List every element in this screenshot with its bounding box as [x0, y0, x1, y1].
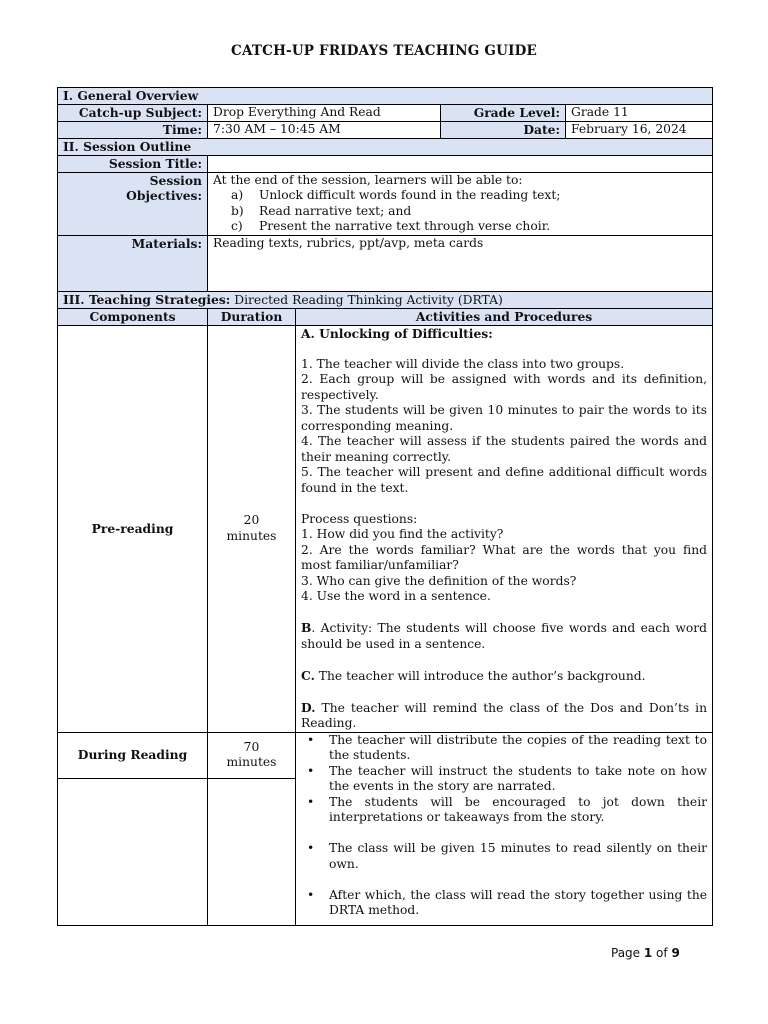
bullet-dot-icon: •	[307, 763, 315, 778]
materials-value: Reading texts, rubrics, ppt/avp, meta cards	[208, 235, 713, 291]
empty-duration-cell	[208, 778, 296, 925]
objectives-cell	[208, 172, 713, 235]
bullet-dot-icon: •	[307, 732, 315, 747]
objective-marker: a)	[231, 188, 244, 202]
during-item-text: The teacher will instruct the students to take note on how the events in the story are narrated.	[329, 763, 708, 793]
during-reading-component: During Reading	[58, 732, 208, 778]
grade-level-value: Grade 11	[566, 105, 713, 122]
document-title: CATCH-UP FRIDAYS TEACHING GUIDE	[231, 43, 537, 59]
activity-step: 5. The teacher will present and define additional difficult words found in the text.	[301, 465, 708, 495]
time-value: 7:30 AM – 10:45 AM	[208, 122, 441, 139]
date-label: Date:	[441, 122, 566, 139]
activity-step: 2. Each group will be assigned with words and its definition, respectively.	[301, 372, 708, 402]
list-item	[301, 764, 707, 795]
duration-header: Duration	[208, 309, 296, 326]
objective-text: Present the narrative text through verse choir.	[259, 219, 551, 233]
objectives-intro: At the end of the session, learners will be able to:	[213, 172, 523, 187]
components-header: Components	[58, 309, 208, 326]
objective-marker: b)	[231, 203, 244, 218]
session-title-label: Session Title:	[58, 155, 208, 172]
process-question: 2. Are the words familiar? What are the words that you find most familiar/unfamiliar?	[301, 542, 708, 572]
objectives-label	[58, 172, 208, 235]
bullet-dot-icon: •	[307, 887, 315, 902]
objective-text: Unlock difficult words found in the reading text;	[259, 188, 561, 202]
date-value: February 16, 2024	[566, 122, 713, 139]
page-total: 9	[671, 946, 680, 960]
teaching-guide-table	[57, 87, 713, 926]
list-item	[301, 733, 707, 764]
prereading-duration	[208, 325, 296, 732]
during-reading-activities	[296, 732, 713, 925]
activities-header: Activities and Procedures	[296, 309, 713, 326]
objective-item	[231, 188, 707, 204]
empty-component-cell	[58, 778, 208, 925]
time-label: Time:	[58, 122, 208, 139]
activity-b-text: . Activity: The students will choose five words and each word should be used in a sentence.	[301, 621, 708, 651]
objectives-label-line2: Objectives:	[126, 188, 202, 203]
objectives-list	[213, 188, 707, 235]
during-item-text: The students will be encouraged to jot down their interpretations or takeaways from the story.	[329, 794, 708, 824]
teaching-strategies-value: Directed Reading Thinking Activity (DRTA)	[230, 292, 503, 307]
objectives-label-line1: Session	[149, 172, 202, 188]
objective-item	[231, 219, 707, 235]
grade-level-label: Grade Level:	[441, 105, 566, 122]
during-item-text: After which, the class will read the story together using the DRTA method.	[329, 887, 708, 917]
general-overview-heading: I. General Overview	[58, 88, 713, 105]
process-question: 1. How did you find the activity?	[301, 527, 504, 541]
activity-d	[301, 700, 707, 732]
teaching-strategies-heading	[58, 291, 713, 309]
process-questions-heading: Process questions:	[301, 511, 418, 526]
list-item	[301, 841, 707, 872]
process-question: 3. Who can give the definition of the words?	[301, 573, 577, 588]
page-number: 1	[643, 946, 653, 960]
activity-c-text: The teacher will introduce the author’s background.	[314, 668, 646, 683]
bullet-dot-icon: •	[307, 794, 315, 809]
during-duration-unit: minutes	[226, 755, 277, 769]
prereading-activities	[296, 325, 713, 732]
activity-step: 4. The teacher will assess if the students paired the words and their meaning correctly.	[301, 434, 708, 464]
objective-item	[231, 204, 707, 220]
list-item	[301, 888, 707, 919]
objective-marker: c)	[231, 219, 243, 233]
process-question: 4. Use the word in a sentence.	[301, 589, 491, 603]
session-outline-heading: II. Session Outline	[58, 139, 713, 156]
during-duration-number: 70	[243, 739, 260, 754]
page-footer	[611, 946, 680, 960]
of-word: of	[652, 946, 672, 960]
activity-d-text: The teacher will remind the class of the Dos and Don’ts in Reading.	[301, 700, 708, 730]
subject-label: Catch-up Subject:	[58, 105, 208, 122]
materials-label: Materials:	[58, 235, 208, 291]
list-item	[301, 795, 707, 826]
prereading-duration-unit: minutes	[226, 528, 277, 543]
teaching-strategies-label: III. Teaching Strategies:	[63, 291, 231, 307]
activity-c-letter: C.	[301, 667, 315, 683]
page-word: Page	[611, 946, 644, 960]
objective-text: Read narrative text; and	[259, 203, 412, 218]
prereading-component: Pre-reading	[58, 325, 208, 732]
bullet-dot-icon: •	[307, 841, 315, 855]
activity-b-letter: B	[301, 620, 312, 635]
activity-step: 3. The students will be given 10 minutes to pair the words to its corresponding meaning.	[301, 403, 708, 433]
activity-b	[301, 620, 707, 652]
subject-value: Drop Everything And Read	[208, 105, 441, 122]
prereading-duration-number: 20	[243, 513, 260, 527]
activity-c	[301, 668, 707, 685]
during-reading-list	[301, 733, 707, 826]
during-item-text: The teacher will distribute the copies of the reading text to the students.	[329, 732, 708, 762]
during-reading-duration	[208, 732, 296, 778]
unlocking-heading: A. Unlocking of Difficulties:	[301, 325, 493, 341]
activity-d-letter: D.	[301, 699, 316, 715]
session-title-value	[208, 155, 713, 172]
activity-step: 1. The teacher will divide the class into two groups.	[301, 356, 625, 371]
during-item-text: The class will be given 15 minutes to read silently on their own.	[329, 841, 708, 871]
